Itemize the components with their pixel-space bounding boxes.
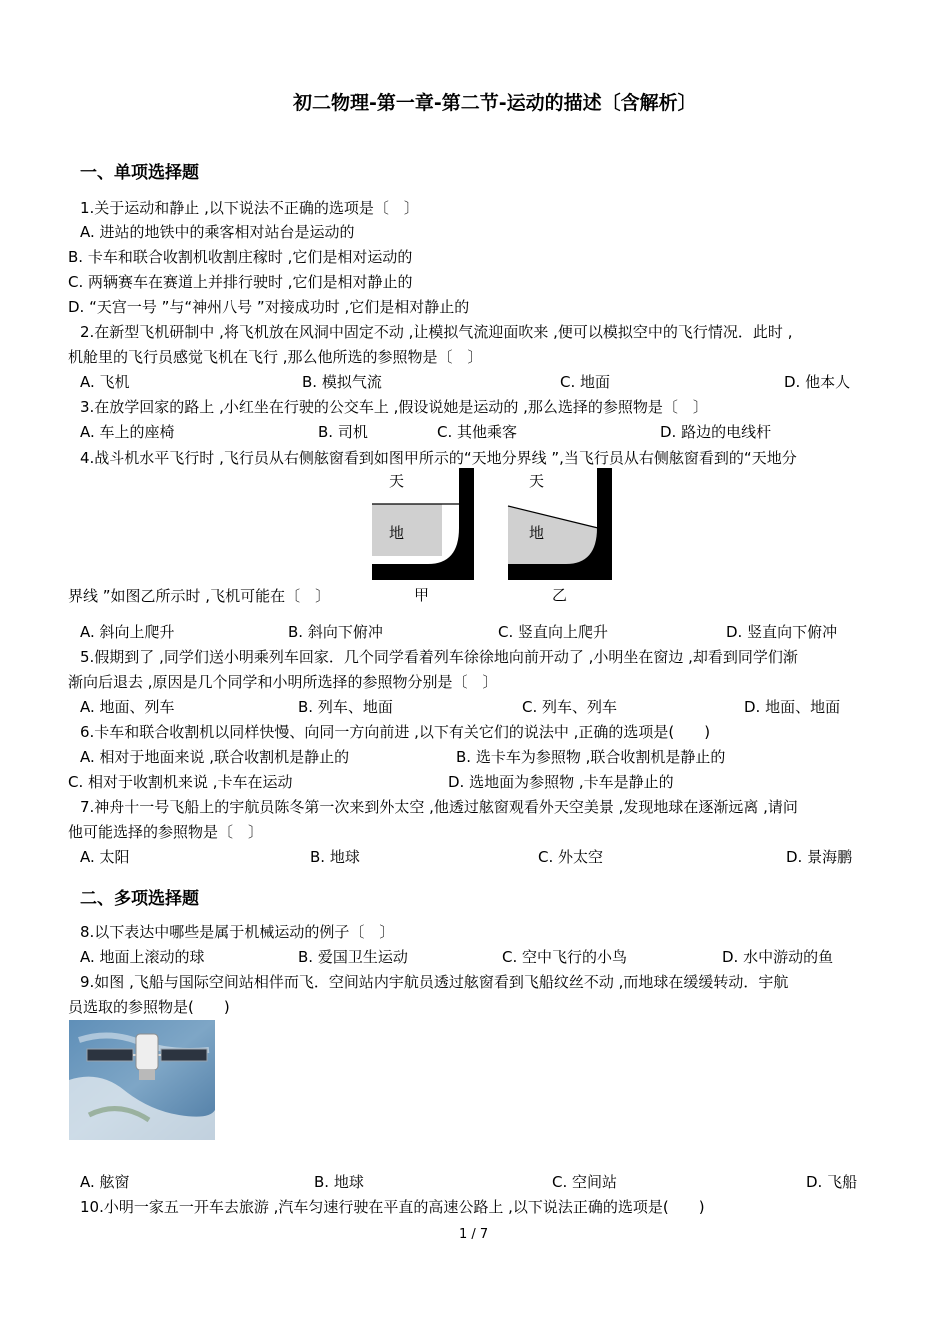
q8-option-c: C. 空中飞行的小鸟	[502, 948, 628, 966]
q6-option-c: C. 相对于收割机来说 ,卡车在运动	[68, 773, 293, 791]
q7-stem-line1: 7.神舟十一号飞船上的宇航员陈冬第一次来到外太空 ,他透过舷窗观看外天空美景 ,发现地球在逐渐远离 ,请问	[80, 798, 798, 816]
q9-option-a: A. 舷窗	[80, 1173, 130, 1191]
q9-option-d: D. 飞船	[806, 1173, 858, 1191]
q5-option-a: A. 地面、列车	[80, 698, 175, 716]
figure-yi-caption: 乙	[552, 586, 568, 604]
q4-option-b: B. 斜向下俯冲	[288, 623, 383, 641]
q1-option-b: B. 卡车和联合收割机收割庄稼时 ,它们是相对运动的	[68, 248, 413, 266]
q5-stem-line2: 渐向后退去 ,原因是几个同学和小明所选择的参照物分别是〔 〕	[68, 673, 498, 691]
page-title: 初二物理-第一章-第二节-运动的描述〔含解析〕	[293, 92, 697, 114]
q1-stem: 1.关于运动和静止 ,以下说法不正确的选项是〔 〕	[80, 199, 419, 217]
q7-option-d: D. 景海鹏	[786, 848, 853, 866]
figure-jia	[368, 468, 474, 580]
q5-option-c: C. 列车、列车	[522, 698, 618, 716]
q2-option-d: D. 他本人	[784, 373, 851, 391]
figure-jia-drawing	[368, 468, 474, 580]
q3-stem: 3.在放学回家的路上 ,小红坐在行驶的公交车上 ,假设说她是运动的 ,那么选择的参照物是〔 〕	[80, 398, 708, 416]
q7-option-a: A. 太阳	[80, 848, 130, 866]
q3-option-a: A. 车上的座椅	[80, 423, 175, 441]
q3-option-d: D. 路边的电线杆	[660, 423, 772, 441]
q4-option-c: C. 竖直向上爬升	[498, 623, 609, 641]
q4-option-a: A. 斜向上爬升	[80, 623, 175, 641]
q1-option-a: A. 进站的地铁中的乘客相对站台是运动的	[80, 223, 355, 241]
q5-option-d: D. 地面、地面	[744, 698, 841, 716]
q9-option-b: B. 地球	[314, 1173, 364, 1191]
q3-option-b: B. 司机	[318, 423, 368, 441]
q6-option-a: A. 相对于地面来说 ,联合收割机是静止的	[80, 748, 350, 766]
q10-stem: 10.小明一家五一开车去旅游 ,汽车匀速行驶在平直的高速公路上 ,以下说法正确的选项是( )	[80, 1198, 705, 1216]
figure-jia-ground-label: 地	[389, 524, 405, 542]
q6-stem: 6.卡车和联合收割机以同样快慢、向同一方向前进 ,以下有关它们的说法中 ,正确的选项是( )	[80, 723, 711, 741]
q6-option-b: B. 选卡车为参照物 ,联合收割机是静止的	[456, 748, 726, 766]
q7-option-c: C. 外太空	[538, 848, 604, 866]
q8-option-a: A. 地面上滚动的球	[80, 948, 205, 966]
spacecraft-body	[136, 1034, 158, 1070]
q8-stem: 8.以下表达中哪些是属于机械运动的例子〔 〕	[80, 923, 395, 941]
section-single-choice: 一、单项选择题	[80, 163, 199, 183]
figure-yi-ground-label: 地	[529, 524, 545, 542]
q4-option-d: D. 竖直向下俯冲	[726, 623, 838, 641]
page-number: 1 / 7	[459, 1227, 489, 1242]
ground-region	[372, 504, 442, 556]
figure-yi-drawing	[506, 468, 612, 580]
q2-stem-line1: 2.在新型飞机研制中 ,将飞机放在风洞中固定不动 ,让模拟气流迎面吹来 ,便可以模拟空中的飞行情况．此时 ,	[80, 323, 793, 341]
q9-option-c: C. 空间站	[552, 1173, 618, 1191]
spacecraft-photo-drawing	[69, 1020, 215, 1140]
q1-option-c: C. 两辆赛车在赛道上并排行驶时 ,它们是相对静止的	[68, 273, 413, 291]
q4-stem-line2: 界线 ”如图乙所示时 ,飞机可能在〔 〕	[68, 587, 331, 605]
q2-option-a: A. 飞机	[80, 373, 130, 391]
solar-panel-left	[87, 1049, 133, 1061]
q5-option-b: B. 列车、地面	[298, 698, 393, 716]
spacecraft-photo	[69, 1020, 215, 1140]
q5-stem-line1: 5.假期到了 ,同学们送小明乘列车回家．几个同学看着列车徐徐地向前开动了 ,小明坐在窗边 ,却看到同学们渐	[80, 648, 798, 666]
section-multiple-choice: 二、多项选择题	[80, 889, 199, 909]
q4-stem-line1: 4.战斗机水平飞行时 ,飞行员从右侧舷窗看到如图甲所示的“天地分界线 ”,当飞行员从右侧舷窗看到的“天地分	[80, 449, 797, 467]
q7-stem-line2: 他可能选择的参照物是〔 〕	[68, 823, 264, 841]
figure-jia-caption: 甲	[414, 586, 430, 604]
solar-panel-right	[161, 1049, 207, 1061]
figure-jia-sky-label: 天	[389, 472, 405, 490]
spacecraft-nozzle	[139, 1070, 155, 1080]
q2-option-b: B. 模拟气流	[302, 373, 382, 391]
q2-stem-line2: 机舱里的飞行员感觉飞机在飞行 ,那么他所选的参照物是〔 〕	[68, 348, 483, 366]
ground-region	[508, 506, 598, 564]
q8-option-b: B. 爱国卫生运动	[298, 948, 408, 966]
q6-option-d: D. 选地面为参照物 ,卡车是静止的	[448, 773, 674, 791]
q1-option-d: D. “天宫一号 ”与“神州八号 ”对接成功时 ,它们是相对静止的	[68, 298, 470, 316]
q7-option-b: B. 地球	[310, 848, 360, 866]
figure-yi-sky-label: 天	[529, 472, 545, 490]
q9-stem-line1: 9.如图 ,飞船与国际空间站相伴而飞．空间站内宇航员透过舷窗看到飞船纹丝不动 ,而地球在缓缓转动．宇航	[80, 973, 789, 991]
figure-yi	[506, 468, 612, 580]
q8-option-d: D. 水中游动的鱼	[722, 948, 834, 966]
q3-option-c: C. 其他乘客	[437, 423, 518, 441]
q9-stem-line2: 员选取的参照物是( )	[68, 998, 230, 1016]
q2-option-c: C. 地面	[560, 373, 611, 391]
